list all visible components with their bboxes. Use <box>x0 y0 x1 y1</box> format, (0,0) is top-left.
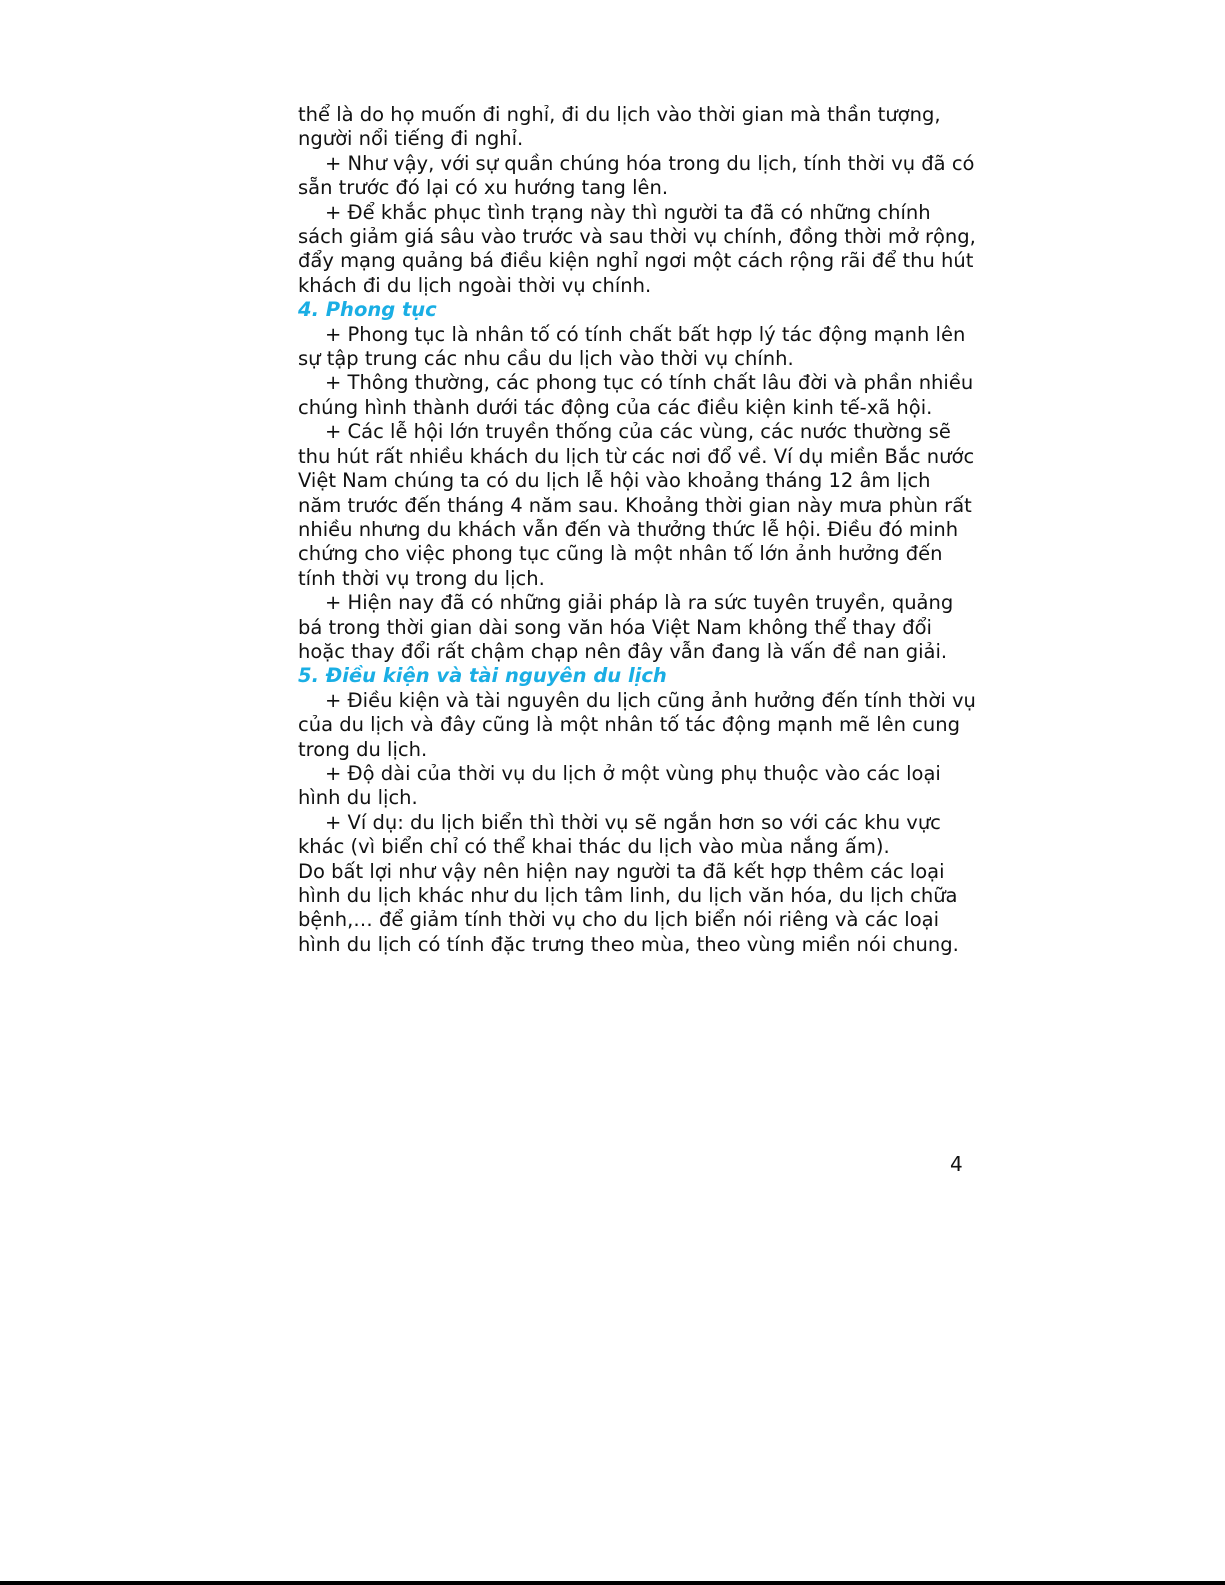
bottom-border <box>0 1581 1225 1585</box>
intro-paragraph-1: thể là do họ muốn đi nghỉ, đi du lịch vào thời gian mà thần tượng, người nổi tiếng đi nghỉ. <box>298 103 941 151</box>
intro-paragraph-2: + Như vậy, với sự quần chúng hóa trong du lịch, tính thời vụ đã có sẵn trước đó lại có xu hướng tang lên. <box>298 151 975 200</box>
section-4-paragraph-3: + Các lễ hội lớn truyền thống của các vùng, các nước thường sẽ thu hút rất nhiều khách du lịch từ các nơi đổ về. Ví dụ miền Bắc nước Việt Nam chúng ta có du lịch lễ hội vào khoảng tháng 12 âm lịch năm trước đến tháng 4 năm sau. Khoảng thời gian này mưa phùn rất nhiều nhưng du khách vẫn đến và thưởng thức lễ hội. Điều đó minh chứng cho việc phong tục cũng là một nhân tố lớn ảnh hưởng đến tính thời vụ trong du lịch. <box>298 420 975 590</box>
section-5-paragraph-1: + Điều kiện và tài nguyên du lịch cũng ảnh hưởng đến tính thời vụ của du lịch và đây cũng là một nhân tố tác động mạnh mẽ lên cung trong du lịch. <box>298 688 976 761</box>
section-5-closing-paragraph: Do bất lợi như vậy nên hiện nay người ta đã kết hợp thêm các loại hình du lịch khác như du lịch tâm linh, du lịch văn hóa, du lịch chữa bệnh,… để giảm tính thời vụ cho du lịch biển nói riêng và các loại hình du lịch có tính đặc trưng theo mùa, theo vùng miền nói chung. <box>298 859 959 956</box>
section-4-paragraph-1: + Phong tục là nhân tố có tính chất bất hợp lý tác động mạnh lên sự tập trung các nhu cầu du lịch vào thời vụ chính. <box>298 322 966 371</box>
section-5-paragraph-2: + Độ dài của thời vụ du lịch ở một vùng phụ thuộc vào các loại hình du lịch. <box>298 761 941 810</box>
section-4-paragraph-2: + Thông thường, các phong tục có tính chất lâu đời và phần nhiều chúng hình thành dưới tác động của các điều kiện kinh tế-xã hội. <box>298 371 974 419</box>
page-content <box>298 103 978 957</box>
page-number: 4 <box>950 1152 963 1176</box>
section-5-paragraph-3: + Ví dụ: du lịch biển thì thời vụ sẽ ngắn hơn so với các khu vực khác (vì biển chỉ có thể khai thác du lịch vào mùa nắng ấm). <box>298 810 941 859</box>
section-5-heading: 5. Điều kiện và tài nguyên du lịch <box>298 664 667 688</box>
section-4-heading: 4. Phong tục <box>298 298 437 322</box>
section-4-paragraph-4: + Hiện nay đã có những giải pháp là ra sức tuyên truyền, quảng bá trong thời gian dài song văn hóa Việt Nam không thể thay đổi hoặc thay đổi rất chậm chạp nên đây vẫn đang là vấn đề nan giải. <box>298 591 954 663</box>
intro-paragraph-3: + Để khắc phục tình trạng này thì người ta đã có những chính sách giảm giá sâu vào trước và sau thời vụ chính, đồng thời mở rộng, đẩy mạng quảng bá điều kiện nghỉ ngơi một cách rộng rãi để thu hút khách đi du lịch ngoài thời vụ chính. <box>298 200 976 297</box>
